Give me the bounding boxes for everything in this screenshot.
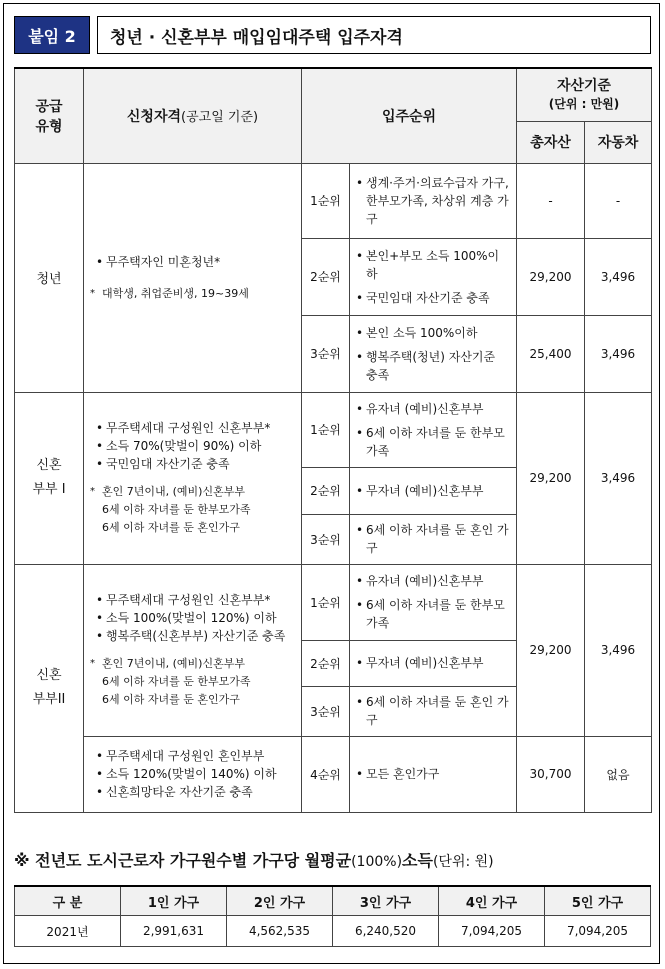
- rank-content: • 생계·주거·의료수급자 가구, 한부모가족, 차상위 계층 가구: [350, 163, 517, 238]
- income-section-title: ※ 전년도 도시근로자 가구원수별 가구당 월평균(100%)소득(단위: 원): [14, 851, 494, 870]
- rank-content: • 본인+부모 소득 100%이하 • 국민임대 자산기준 충족: [350, 238, 517, 315]
- car-value: -: [585, 163, 652, 238]
- income-header-category: 구 분: [15, 886, 121, 916]
- rank-label: 2순위: [302, 640, 350, 686]
- table-row: [15, 916, 651, 947]
- rank-label: 3순위: [302, 514, 350, 564]
- header-qualification: 신청자격(공고일 기준): [84, 68, 302, 163]
- page-title: 청년 · 신혼부부 매입임대주택 입주자격: [97, 16, 651, 54]
- rank-label: 1순위: [302, 163, 350, 238]
- note-youth: * 대학생, 취업준비생, 19~39세: [90, 285, 295, 303]
- rank-label: 4순위: [302, 736, 350, 812]
- header-supply-type: 공급 유형: [15, 68, 84, 163]
- rank-content: • 6세 이하 자녀를 둔 혼인 가구: [350, 514, 517, 564]
- car-value: 3,496: [585, 238, 652, 315]
- rank-content: • 모든 혼인가구: [350, 736, 517, 812]
- rank-content: • 본인 소득 100%이하 • 행복주택(청년) 자산기준 충족: [350, 315, 517, 392]
- note-newlywed-2: * 혼인 7년이내, (예비)신혼부부 6세 이하 자녀를 둔 한부모가족 6세 이하 자녀를 둔 혼인가구: [90, 655, 295, 709]
- income-value: 2,991,631: [121, 916, 227, 947]
- header-car: 자동차: [585, 121, 652, 163]
- rank-content: • 유자녀 (예비)신혼부부 • 6세 이하 자녀를 둔 한부모가족: [350, 392, 517, 467]
- header-total-assets: 총자산: [517, 121, 585, 163]
- rank-label: 3순위: [302, 315, 350, 392]
- rank-label: 2순위: [302, 238, 350, 315]
- table-row: [15, 736, 652, 812]
- type-youth: 청년: [15, 163, 84, 392]
- type-newlywed-2: 신혼 부부II: [15, 564, 84, 812]
- rank-content: • 무자녀 (예비)신혼부부: [350, 467, 517, 514]
- car-value: 없음: [585, 736, 652, 812]
- table-row: [15, 163, 652, 238]
- income-header-3: 3인 가구: [333, 886, 439, 916]
- rank-label: 1순위: [302, 392, 350, 467]
- car-value: 3,496: [585, 392, 652, 564]
- income-header-1: 1인 가구: [121, 886, 227, 916]
- income-value: 7,094,205: [545, 916, 651, 947]
- rank-label: 1순위: [302, 564, 350, 640]
- income-value: 6,240,520: [333, 916, 439, 947]
- income-header-5: 5인 가구: [545, 886, 651, 916]
- rank-content: • 유자녀 (예비)신혼부부 • 6세 이하 자녀를 둔 한부모가족: [350, 564, 517, 640]
- rank-label: 3순위: [302, 686, 350, 736]
- table-row: [15, 564, 652, 640]
- car-value: 3,496: [585, 315, 652, 392]
- income-value: 7,094,205: [439, 916, 545, 947]
- qualification-newlywed-2: • 무주택세대 구성원인 신혼부부* • 소득 100%(맞벌이 120%) 이하 • 행복주택(신혼부부) 자산기준 충족 * 혼인 7년이내, (예비)신혼부부 6세 이하 자녀를 둔 한부모가족 6세 이하 자녀를 둔 혼인가구: [84, 564, 302, 736]
- header-priority: 입주순위: [302, 68, 517, 163]
- rank-label: 2순위: [302, 467, 350, 514]
- attachment-badge: 붙임 2: [14, 16, 90, 54]
- header-asset-standard: 자산기준 (단위 : 만원): [517, 68, 652, 121]
- total-assets-value: 29,200: [517, 238, 585, 315]
- rank-content: • 무자녀 (예비)신혼부부: [350, 640, 517, 686]
- total-assets-value: 25,400: [517, 315, 585, 392]
- qualification-youth: • 무주택자인 미혼청년* * 대학생, 취업준비생, 19~39세: [84, 163, 302, 392]
- eligibility-table: [14, 67, 652, 813]
- qualification-newlywed-1: • 무주택세대 구성원인 신혼부부* • 소득 70%(맞벌이 90%) 이하 • 국민임대 자산기준 충족 * 혼인 7년이내, (예비)신혼부부 6세 이하 자녀를 둔 한부모가족 6세 이하 자녀를 둔 혼인가구: [84, 392, 302, 564]
- note-newlywed-1: * 혼인 7년이내, (예비)신혼부부 6세 이하 자녀를 둔 한부모가족 6세 이하 자녀를 둔 혼인가구: [90, 483, 295, 537]
- type-newlywed-1: 신혼 부부 I: [15, 392, 84, 564]
- income-header-2: 2인 가구: [227, 886, 333, 916]
- table-row: [15, 392, 652, 467]
- total-assets-value: 29,200: [517, 392, 585, 564]
- total-assets-value: -: [517, 163, 585, 238]
- rank-content: • 6세 이하 자녀를 둔 혼인 가구: [350, 686, 517, 736]
- qualification-newlywed-2-rank4: • 무주택세대 구성원인 혼인부부 • 소득 120%(맞벌이 140%) 이하 • 신혼희망타운 자산기준 충족: [84, 736, 302, 812]
- car-value: 3,496: [585, 564, 652, 736]
- income-value: 4,562,535: [227, 916, 333, 947]
- income-year: 2021년: [15, 916, 121, 947]
- total-assets-value: 30,700: [517, 736, 585, 812]
- income-table: [14, 885, 651, 947]
- total-assets-value: 29,200: [517, 564, 585, 736]
- income-header-4: 4인 가구: [439, 886, 545, 916]
